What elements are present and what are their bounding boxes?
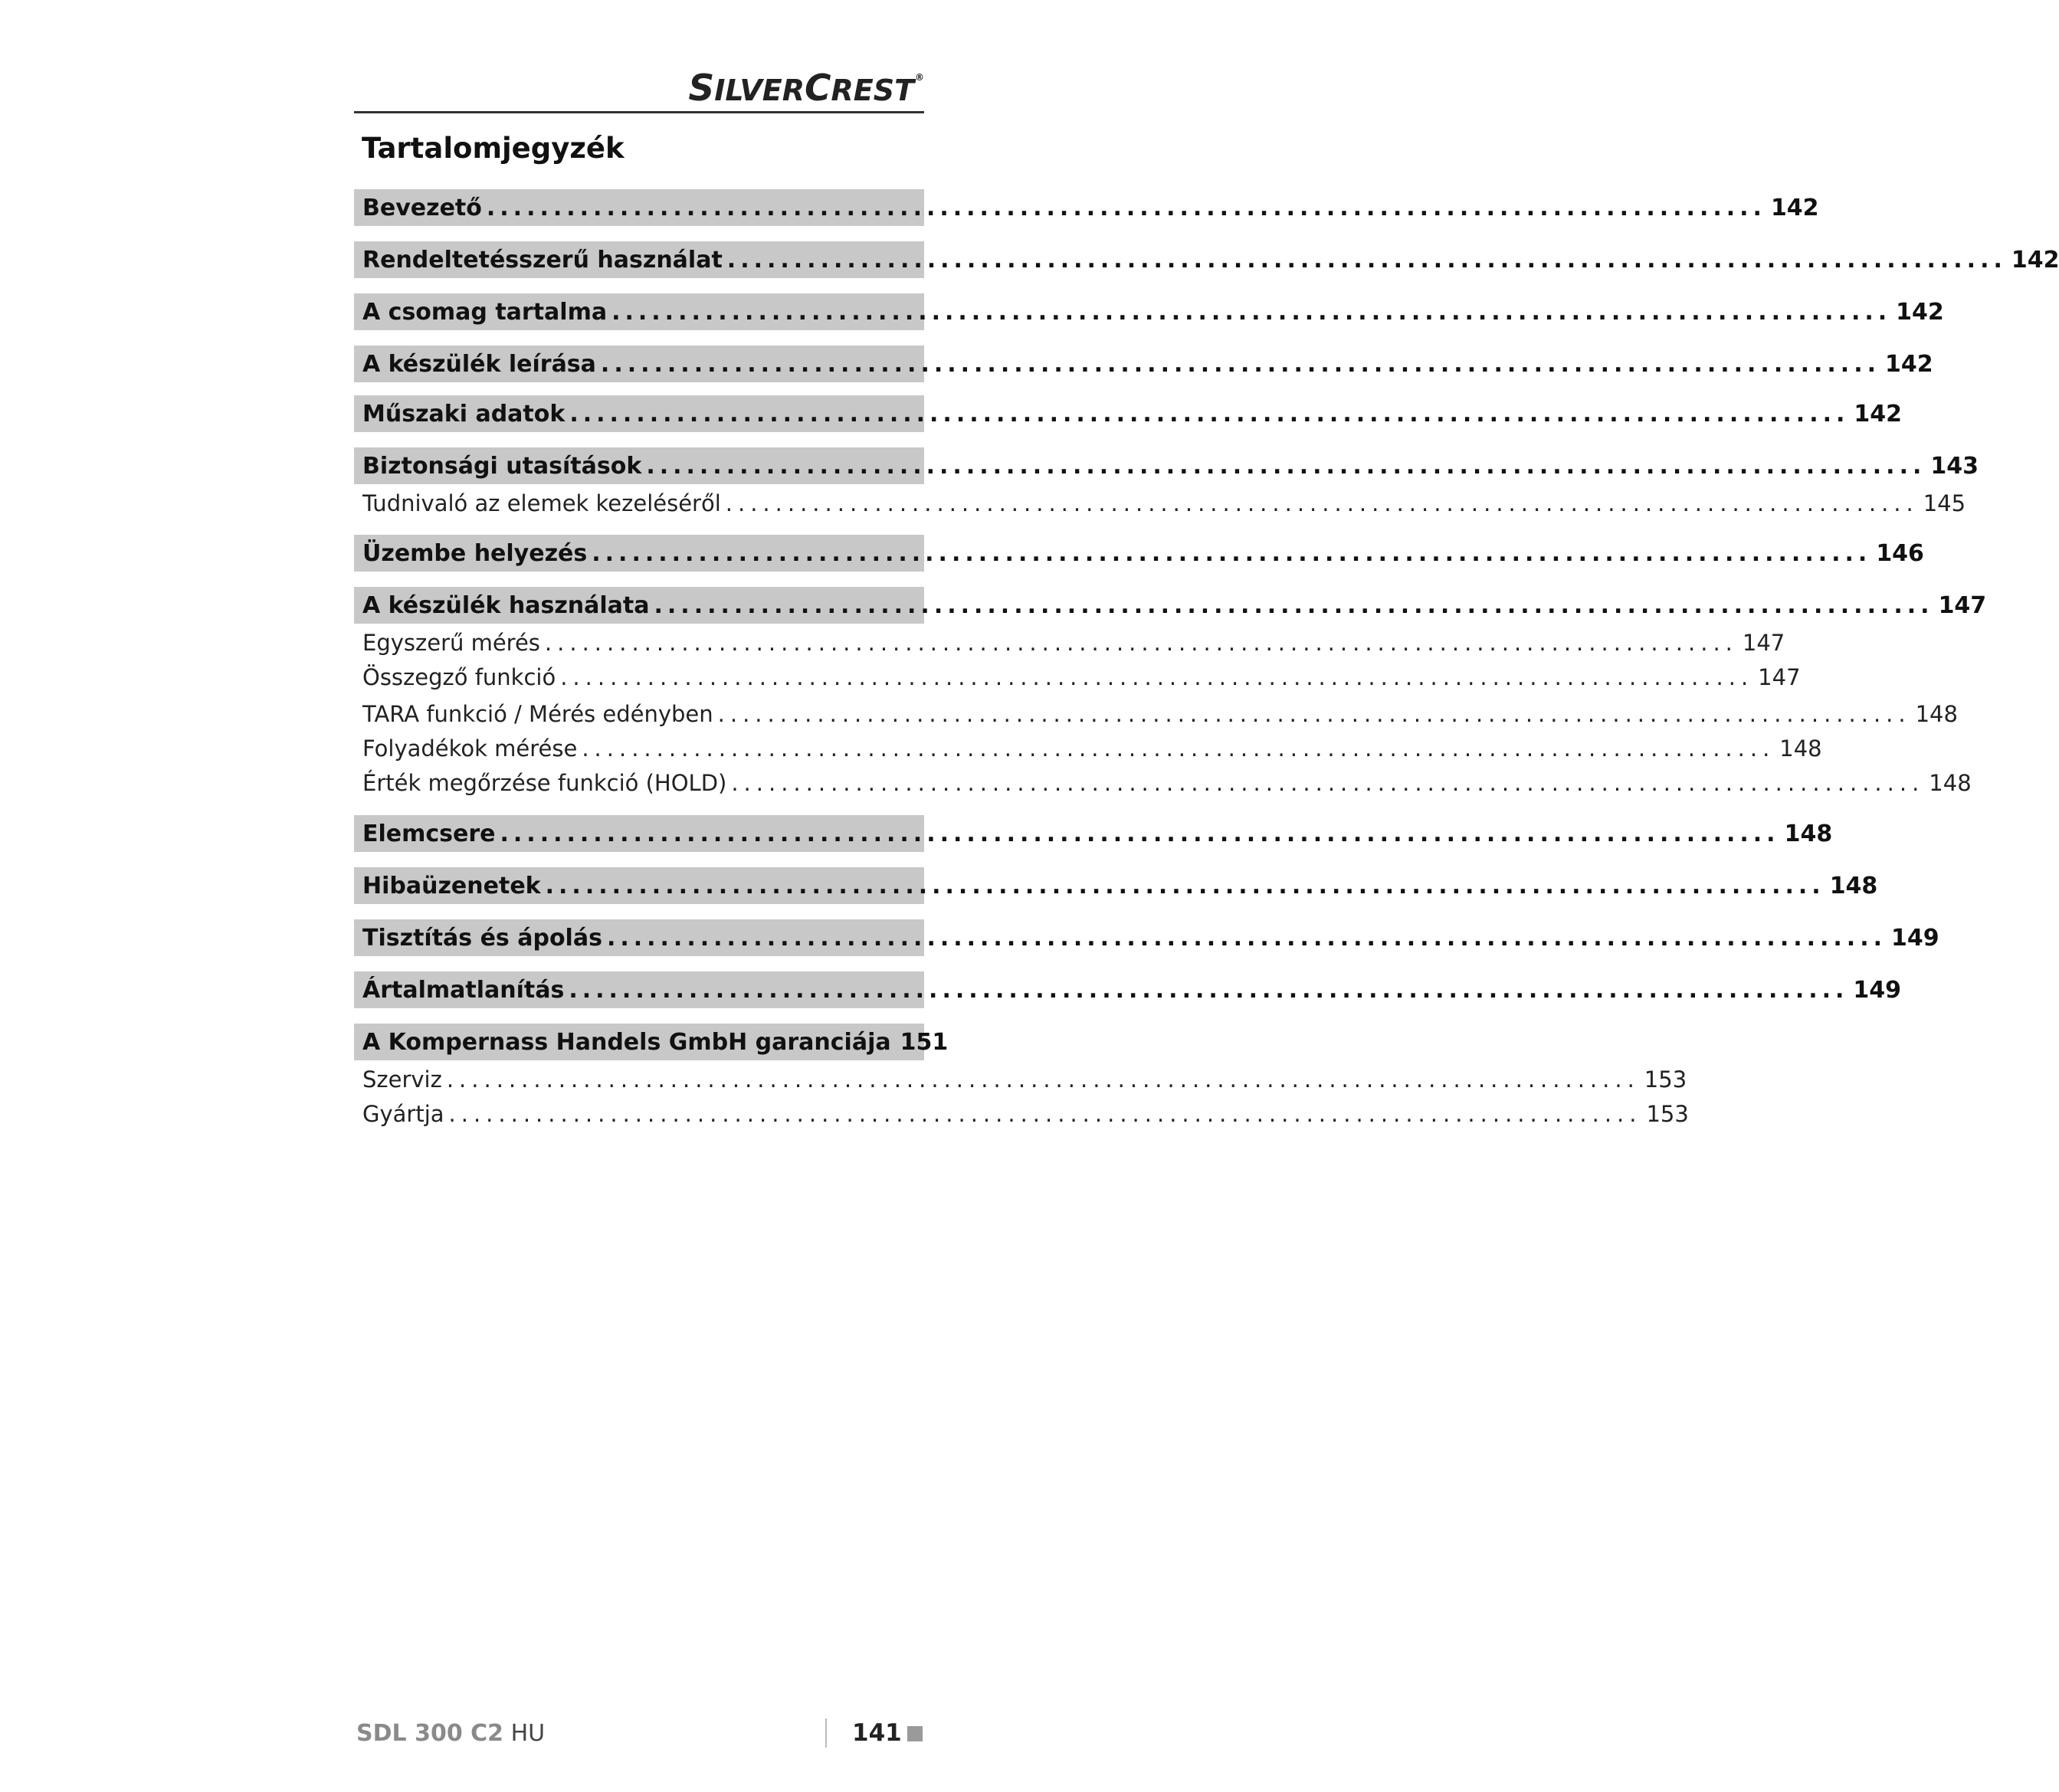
toc-section-entry xyxy=(354,395,1903,432)
toc-subsection-entry xyxy=(354,733,1822,764)
dot-leader xyxy=(449,1101,1642,1127)
toc-entry-page: 142 xyxy=(1854,400,1903,428)
toc-entry-label: Elemcsere xyxy=(362,820,496,847)
toc-entry-page: 151 xyxy=(900,1028,949,1056)
dot-leader xyxy=(569,977,1848,1004)
toc-entry-page: 146 xyxy=(1876,539,1924,567)
dot-leader xyxy=(582,735,1775,762)
toc-subsection-entry xyxy=(354,768,1972,798)
toc-section-entry xyxy=(354,189,1819,226)
header-rule xyxy=(354,111,924,113)
page-title: Tartalomjegyzék xyxy=(362,132,625,165)
toc-subsection-entry xyxy=(354,1064,1687,1095)
dot-leader xyxy=(601,351,1880,378)
toc-entry-label: TARA funkció / Mérés edényben xyxy=(362,701,713,727)
toc-section-entry xyxy=(354,447,1979,484)
toc-section-entry xyxy=(354,241,2059,278)
toc-section-entry xyxy=(354,867,1878,904)
toc-entry-label: Tudnivaló az elemek kezeléséről xyxy=(362,490,721,516)
toc-entry-label: Folyadékok mérése xyxy=(362,735,578,762)
toc-entry-page: 145 xyxy=(1923,490,1966,516)
toc-subsection-entry xyxy=(354,1099,1689,1129)
dot-leader xyxy=(447,1066,1640,1093)
dot-leader xyxy=(560,664,1753,690)
toc-entry-label: Érték megőrzése funkció (HOLD) xyxy=(362,770,727,796)
toc-subsection-entry xyxy=(354,488,1966,519)
toc-entry-label: Biztonsági utasítások xyxy=(362,452,642,480)
dot-leader xyxy=(726,490,1919,516)
toc-entry-label: Tisztítás és ápolás xyxy=(362,924,602,952)
toc-entry-page: 153 xyxy=(1644,1066,1687,1093)
dot-leader xyxy=(654,592,1934,619)
toc-section-entry xyxy=(354,919,1939,956)
dot-leader xyxy=(727,247,2007,274)
toc-entry-label: A készülék leírása xyxy=(362,350,596,378)
toc-entry-page: 142 xyxy=(1770,194,1819,221)
toc-entry-page: 148 xyxy=(1929,770,1972,796)
model-number: SDL 300 C2 xyxy=(356,1720,504,1747)
toc-entry-page: 148 xyxy=(1784,820,1833,847)
toc-entry-page: 142 xyxy=(1884,350,1933,378)
square-icon xyxy=(907,1726,923,1741)
toc-entry-page: 147 xyxy=(1758,664,1801,690)
toc-section-entry xyxy=(354,346,1933,382)
toc-entry-page: 142 xyxy=(2011,246,2059,274)
toc-section-entry xyxy=(354,1024,949,1060)
toc-section-entry xyxy=(354,587,1987,624)
toc-entry-page: 143 xyxy=(1930,452,1979,480)
dot-leader xyxy=(569,401,1849,428)
toc-entry-page: 148 xyxy=(1779,735,1822,762)
toc-entry-page: 153 xyxy=(1646,1101,1689,1127)
footer-divider xyxy=(825,1718,827,1748)
toc-entry-label: Egyszerű mérés xyxy=(362,630,540,656)
toc-entry-label: Összegző funkció xyxy=(362,664,556,690)
toc-section-entry xyxy=(354,535,1924,572)
toc-entry-page: 148 xyxy=(1915,701,1958,727)
toc-subsection-entry xyxy=(354,662,1801,693)
toc-entry-label: Ártalmatlanítás xyxy=(362,976,565,1004)
toc-subsection-entry xyxy=(354,627,1785,658)
toc-entry-label: Bevezető xyxy=(362,194,482,221)
dot-leader xyxy=(731,770,1924,796)
dot-leader xyxy=(718,701,1911,727)
toc-entry-page: 147 xyxy=(1742,630,1785,656)
toc-entry-page: 147 xyxy=(1938,591,1987,619)
brand-logo: SILVERCREST® xyxy=(688,67,924,110)
dot-leader xyxy=(592,540,1871,567)
dot-leader xyxy=(546,873,1825,899)
dot-leader xyxy=(646,453,1926,480)
footer-model xyxy=(356,1720,545,1747)
toc-entry-label: Üzembe helyezés xyxy=(362,539,588,567)
toc-entry-label: A csomag tartalma xyxy=(362,298,608,326)
toc-entry-label: A Kompernass Handels GmbH garanciája xyxy=(362,1028,891,1056)
toc-subsection-entry xyxy=(354,699,1958,729)
toc-entry-label: Rendeltetésszerű használat xyxy=(362,246,723,274)
toc-section-entry xyxy=(354,815,1833,852)
dot-leader xyxy=(611,299,1891,326)
toc-entry-label: Hibaüzenetek xyxy=(362,872,541,899)
toc-entry-label: A készülék használata xyxy=(362,591,650,619)
dot-leader xyxy=(500,821,1780,847)
dot-leader xyxy=(545,630,1738,656)
toc-entry-label: Szerviz xyxy=(362,1066,442,1093)
toc-entry-page: 149 xyxy=(1853,976,1902,1004)
toc-section-entry xyxy=(354,971,1902,1008)
language-code: HU xyxy=(510,1720,546,1747)
toc-entry-page: 148 xyxy=(1829,872,1878,899)
toc-entry-label: Műszaki adatok xyxy=(362,400,566,428)
toc-entry-page: 149 xyxy=(1891,924,1939,952)
toc-section-entry xyxy=(354,293,1944,330)
page-number: 141 xyxy=(852,1719,902,1747)
dot-leader xyxy=(607,925,1887,952)
dot-leader xyxy=(487,195,1766,221)
toc-entry-page: 142 xyxy=(1896,298,1944,326)
toc-entry-label: Gyártja xyxy=(362,1101,444,1127)
